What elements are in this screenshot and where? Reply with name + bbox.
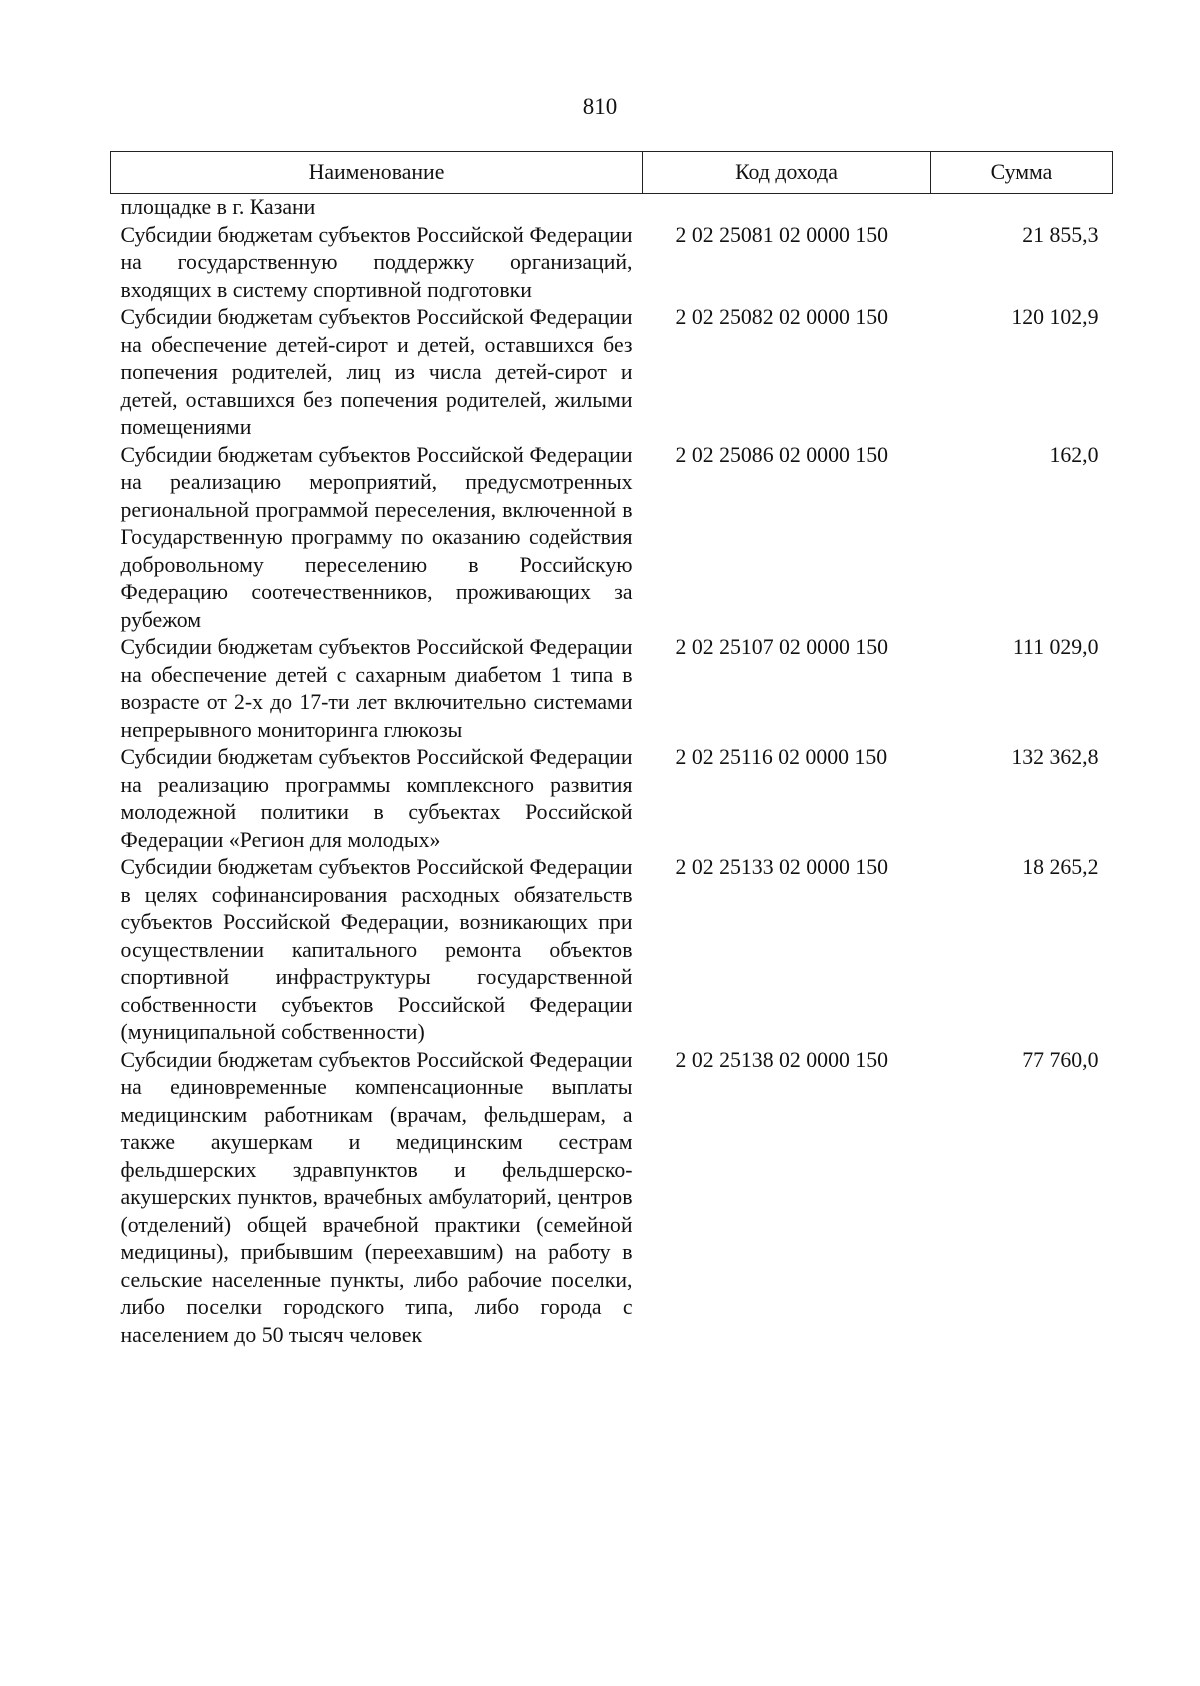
row-name: Субсидии бюджетам субъектов Российской Федерации на обеспечение детей с сахарным диабетом 1 типа в возрасте от 2-х до 17-ти лет включительно системами непрерывного мониторинга глюкозы [120, 635, 633, 742]
row-name: Субсидии бюджетам субъектов Российской Федерации на обеспечение детей-сирот и детей, оставшихся без попечения родителей, лиц из числа детей-сирот и детей, оставшихся без попечения родителей, жилыми помещениями [120, 305, 633, 439]
table-row [111, 1047, 1113, 1350]
table-header-row [111, 152, 1113, 194]
row-code: 2 02 25081 02 0000 150 [675, 222, 889, 247]
table-row [111, 442, 1113, 635]
row-code: 2 02 25107 02 0000 150 [675, 635, 889, 659]
row-sum: 18 265,2 [1022, 855, 1099, 879]
row-code [643, 194, 931, 222]
row-sum: 21 855,3 [1022, 222, 1099, 247]
row-sum: 111 029,0 [1012, 635, 1099, 659]
row-name: Субсидии бюджетам субъектов Российской Федерации на единовременные компенсационные выплаты медицинским работникам (врачам, фельдшерам, а также акушеркам и медицинским сестрам фельдшерских здравпунктов и фельдшерско-акушерских пунктов, врачебных амбулаторий, центров (отделений) общей врачебной практики (семейной медицины), прибывшим (переехавшим) на работу в сельские населенные пункты, либо рабочие поселки, либо поселки городского типа, либо города с населением до 50 тысяч человек [120, 1047, 633, 1347]
row-sum [931, 194, 1113, 222]
revenue-table [110, 151, 1113, 1349]
header-code: Код дохода [643, 152, 931, 194]
table-row [111, 304, 1113, 442]
table-row [111, 634, 1113, 744]
row-name: Субсидии бюджетам субъектов Российской Федерации на реализацию программы комплексного развития молодежной политики в субъектах Российской Федерации «Регион для молодых» [120, 745, 633, 852]
row-code: 2 02 25116 02 0000 150 [675, 745, 888, 769]
table-row [111, 222, 1113, 305]
row-sum: 77 760,0 [1022, 1047, 1099, 1072]
row-sum: 120 102,9 [1011, 305, 1099, 329]
page-number: 810 [582, 94, 618, 119]
row-code: 2 02 25082 02 0000 150 [675, 305, 889, 329]
table-row [111, 854, 1113, 1047]
row-sum: 132 362,8 [1011, 745, 1099, 769]
row-code: 2 02 25138 02 0000 150 [675, 1047, 889, 1072]
row-name: Субсидии бюджетам субъектов Российской Федерации в целях софинансирования расходных обязательств субъектов Российской Федерации, возникающих при осуществлении капитального ремонта объектов спортивной инфраструктуры государственной собственности субъектов Российской Федерации (муниципальной собственности) [120, 855, 633, 1044]
table-row [111, 194, 1113, 222]
row-code: 2 02 25133 02 0000 150 [675, 855, 889, 879]
row-name: площадке в г. Казани [120, 195, 316, 219]
header-name: Наименование [111, 152, 643, 194]
header-sum: Сумма [931, 152, 1113, 194]
row-name: Субсидии бюджетам субъектов Российской Федерации на государственную поддержку организаций, входящих в систему спортивной подготовки [120, 222, 633, 302]
table-row [111, 744, 1113, 854]
row-name: Субсидии бюджетам субъектов Российской Федерации на реализацию мероприятий, предусмотренных региональной программой переселения, включенной в Государственную программу по оказанию содействия добровольному переселению в Российскую Федерацию соотечественников, проживающих за рубежом [120, 442, 633, 632]
row-sum: 162,0 [1049, 442, 1099, 467]
row-code: 2 02 25086 02 0000 150 [675, 442, 889, 467]
